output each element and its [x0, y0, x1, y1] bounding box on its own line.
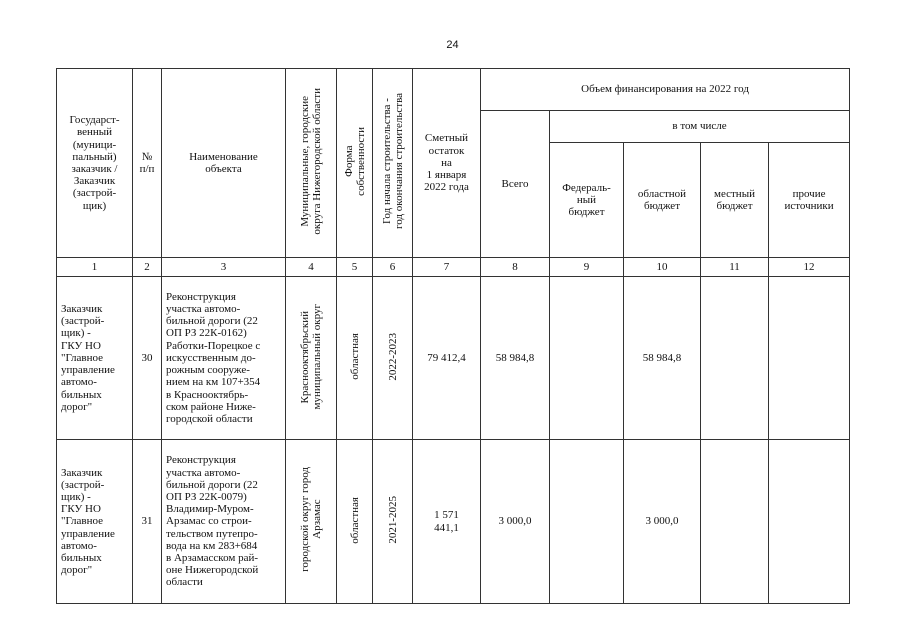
row-customer: Заказчик (застрой- щик) - ГКУ НО "Главное управление автомо- бильных дорог" — [57, 440, 133, 604]
column-number: 9 — [550, 258, 624, 277]
row-ownership: областная — [348, 333, 361, 380]
row-num: 30 — [133, 277, 162, 440]
row-estimate: 1 571 441,1 — [413, 440, 481, 604]
row-regional: 58 984,8 — [624, 277, 701, 440]
row-estimate: 79 412,4 — [413, 277, 481, 440]
column-number: 10 — [624, 258, 701, 277]
row-years-cell — [373, 277, 413, 440]
header-ownership: Форма собственности — [342, 126, 367, 196]
row-local — [701, 440, 769, 604]
table-row — [57, 440, 850, 604]
column-number: 4 — [286, 258, 337, 277]
header-estimate: Сметный остаток на 1 января 2022 года — [413, 69, 481, 258]
column-number: 1 — [57, 258, 133, 277]
row-ownership-cell — [337, 277, 373, 440]
row-municipality-cell — [286, 277, 337, 440]
header-municipality: Муниципальные, городские округа Нижегородской области — [299, 88, 323, 235]
header-years-cell — [373, 69, 413, 258]
row-federal — [550, 277, 624, 440]
header-total: Всего — [481, 111, 550, 258]
row-federal — [550, 440, 624, 604]
row-object: Реконструкция участка автомо- бильной дороги (22 ОП РЗ 22К-0079) Владимир-Муром- Арзамас со строи- тельством путепро- вода на км 283+684 в Арзамасском рай- оне Нижегородской области — [162, 440, 286, 604]
header-federal: Федераль- ный бюджет — [550, 143, 624, 258]
header-funding: Объем финансирования на 2022 год — [481, 69, 850, 111]
page-number: 24 — [446, 39, 459, 51]
row-municipality: городской округ город Арзамас — [299, 467, 323, 573]
row-municipality: Краснооктябрьский муниципальный округ — [299, 303, 323, 410]
row-other — [769, 277, 850, 440]
row-municipality-cell — [286, 440, 337, 604]
funding-table — [56, 68, 850, 604]
row-total: 58 984,8 — [481, 277, 550, 440]
row-years: 2022-2023 — [386, 332, 399, 381]
column-number: 8 — [481, 258, 550, 277]
row-years-cell — [373, 440, 413, 604]
header-regional: областной бюджет — [624, 143, 701, 258]
header-object-name: Наименование объекта — [162, 69, 286, 258]
header-other: прочие источники — [769, 143, 850, 258]
header-municipality-cell — [286, 69, 337, 258]
column-number: 11 — [701, 258, 769, 277]
row-ownership-cell — [337, 440, 373, 604]
row-object: Реконструкция участка автомо- бильной дороги (22 ОП РЗ 22К-0162) Работки-Порецкое с искусственным до- рожным сооруже- нием на км 107+354 в Краснооктябрь- ском районе Ниже- городской области — [162, 277, 286, 440]
header-num: № п/п — [133, 69, 162, 258]
column-number: 6 — [373, 258, 413, 277]
row-years: 2021-2025 — [386, 496, 399, 544]
row-num: 31 — [133, 440, 162, 604]
column-number: 3 — [162, 258, 286, 277]
header-local: местный бюджет — [701, 143, 769, 258]
header-including: в том числе — [550, 111, 850, 143]
row-ownership: областная — [348, 496, 361, 544]
header-years: Год начала строительства - год окончания строительства — [380, 93, 405, 230]
row-local — [701, 277, 769, 440]
row-customer: Заказчик (застрой- щик) - ГКУ НО "Главное управление автомо- бильных дорог" — [57, 277, 133, 440]
row-other — [769, 440, 850, 604]
column-number: 5 — [337, 258, 373, 277]
column-number-row — [57, 258, 850, 277]
column-number: 12 — [769, 258, 850, 277]
header-customer: Государст- венный (муници- пальный) заказчик / Заказчик (застрой- щик) — [57, 69, 133, 258]
header-ownership-cell — [337, 69, 373, 258]
row-regional: 3 000,0 — [624, 440, 701, 604]
table-row — [57, 277, 850, 440]
column-number: 2 — [133, 258, 162, 277]
row-total: 3 000,0 — [481, 440, 550, 604]
column-number: 7 — [413, 258, 481, 277]
